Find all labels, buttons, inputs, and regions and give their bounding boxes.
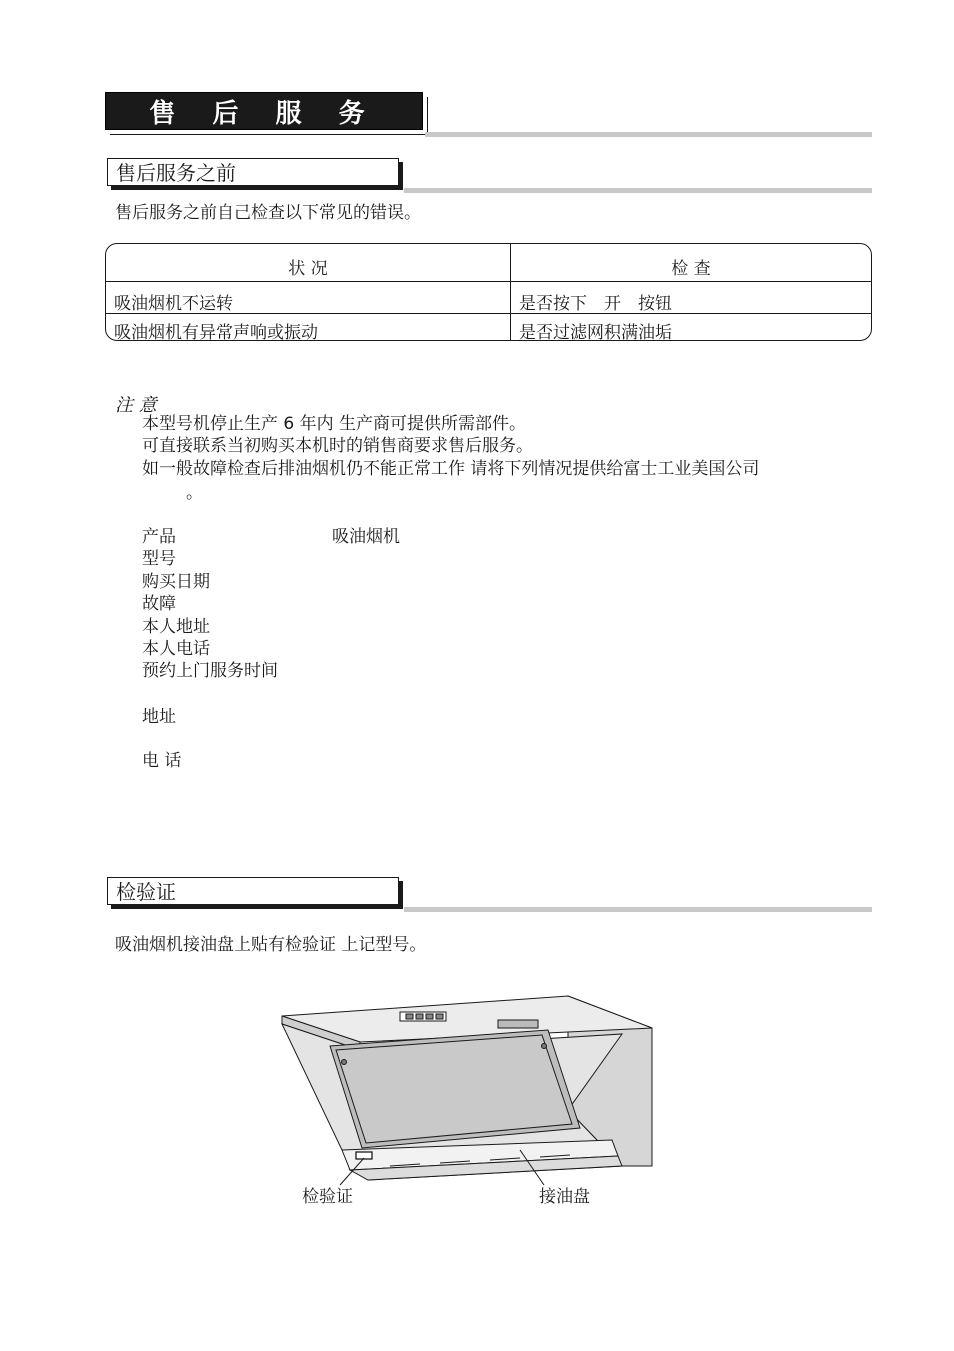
note-line: 如一般故障检查后排油烟机仍不能正常工作 请将下列情况提供给富士工业美国公司	[142, 459, 760, 479]
field-value-product: 吸油烟机	[332, 527, 400, 547]
table-cell: 是否按下 开 按钮	[519, 294, 672, 314]
label-certificate: 检验证	[302, 1187, 353, 1207]
screw	[542, 1044, 547, 1049]
certificate-intro: 吸油烟机接油盘上贴有检验证 上记型号。	[115, 935, 427, 955]
table-cell: 吸油烟机有异常声响或振动	[114, 323, 318, 341]
table-cell: 是否过滤网积满油垢	[519, 323, 672, 341]
section-heading-certificate: 检验证	[107, 877, 399, 905]
check-table	[105, 243, 872, 341]
table-header-check: 检 查	[671, 259, 711, 279]
field-label-product: 产品	[142, 527, 176, 547]
field-label-own-phone: 本人电话	[142, 639, 210, 659]
field-label-phone: 电 话	[142, 751, 182, 771]
certificate-sticker	[356, 1152, 372, 1159]
page-title: 售 后 服 务	[105, 92, 423, 130]
note-line: 可直接联系当初购买本机时的销售商要求售后服务。	[142, 436, 533, 456]
section-heading-before-service: 售后服务之前	[107, 158, 399, 186]
section-rule	[404, 907, 872, 912]
intro-text: 售后服务之前自己检查以下常见的错误。	[115, 203, 421, 223]
note-line: 本型号机停止生产 6 年内 生产商可提供所需部件。	[142, 414, 527, 434]
field-label-fault: 故障	[142, 594, 176, 614]
table-header-line	[106, 281, 871, 282]
range-hood-illustration	[270, 990, 660, 1190]
field-label-address: 地址	[142, 707, 176, 727]
field-label-purchase-date: 购买日期	[142, 572, 210, 592]
note-line: 。	[186, 483, 203, 503]
table-cell: 吸油烟机不运转	[114, 294, 233, 314]
notes-title: 注 意	[115, 395, 157, 416]
screw	[342, 1060, 347, 1065]
field-label-appointment: 预约上门服务时间	[142, 661, 278, 681]
table-header-status: 状 况	[288, 259, 328, 279]
vent	[498, 1020, 538, 1028]
label-oil-tray: 接油盘	[539, 1187, 590, 1207]
title-rule	[425, 132, 872, 137]
field-label-own-address: 本人地址	[142, 617, 210, 637]
field-label-model: 型号	[142, 549, 176, 569]
section-rule	[404, 188, 872, 193]
